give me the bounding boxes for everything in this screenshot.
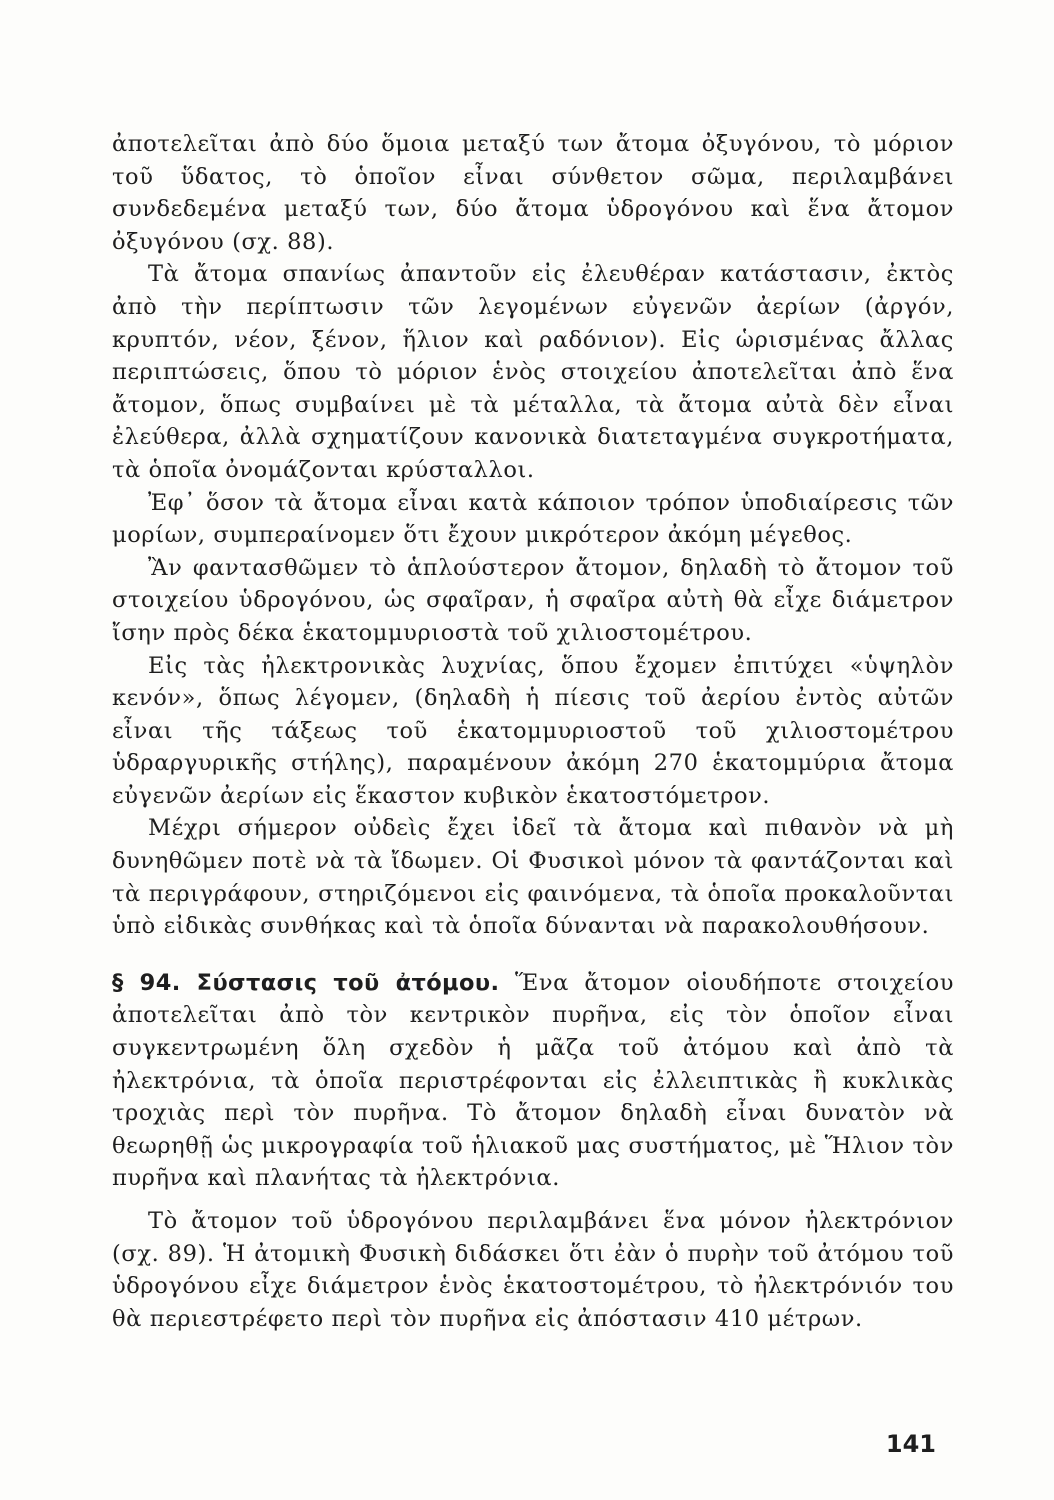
paragraph-hydrogen-sphere: Ἂν φαντασθῶμεν τὸ ἁπλούστερον ἄτομον, δηλαδὴ τὸ ἄτομον τοῦ στοιχείου ὑδρογόνου, ὡς σφαῖραν, ἡ σφαῖρα αὐτὴ θὰ εἶχε διάμετρον ἴσην πρὸς δέκα ἑκατομμυριοστὰ τοῦ χιλιοστομέτρου. [112, 554, 954, 646]
paragraph-rare-free-atoms: Τὰ ἄτομα σπανίως ἀπαντοῦν εἰς ἐλευθέραν κατάστασιν, ἐκτὸς ἀπὸ τὴν περίπτωσιν τῶν λεγομένων εὐγενῶν ἀερίων (ἀργόν, κρυπτόν, νέον, ξένον, ἥλιον καὶ ραδόνιον). Εἰς ὡρισμένας ἄλλας περιπτώσεις, ὅπου τὸ μόριον ἑνὸς στοιχείου ἀποτελεῖται ἀπὸ ἕνα ἄτομον, ὅπως συμβαίνει μὲ τὰ μέταλλα, τὰ ἄτομα αὐτὰ δὲν εἶναι ἐλεύθερα, ἀλλὰ σχηματίζουν κανονικὰ διατεταγμένα συγκροτήματα, τὰ ὁποῖα ὀνομάζονται κρύσταλλοι. [112, 261, 954, 483]
page-number: 141 [885, 1430, 936, 1458]
section-text: Ἕνα ἄτομον οἱουδήποτε στοιχείου ἀποτελεῖται ἀπὸ τὸν κεντρικὸν πυρῆνα, εἰς τὸν ὁποῖον εἶναι συγκεντρωμένη ὅλη σχεδὸν ἡ μᾶζα τοῦ ἀτόμου καὶ ἀπὸ τὰ ἠλεκτρόνια, τὰ ὁποῖα περιστρέφονται εἰς ἐλλειπτικὰς ἢ κυκλικὰς τροχιὰς περὶ τὸν πυρῆνα. Τὸ ἄτομον δηλαδὴ εἶναι δυνατὸν νὰ θεωρηθῇ ὡς μικρογραφία τοῦ ἡλιακοῦ μας συστήματος, μὲ Ἥλιον τὸν πυρῆνα καὶ πλανήτας τὰ ἠλεκτρόνια. [112, 969, 954, 1192]
section-94 [112, 967, 954, 1195]
page-body [112, 128, 954, 1335]
paragraph-hydrogen-electron: Τὸ ἄτομον τοῦ ὑδρογόνου περιλαμβάνει ἕνα μόνον ἠλεκτρόνιον (σχ. 89). Ἡ ἀτομικὴ Φυσικὴ διδάσκει ὅτι ἐὰν ὁ πυρὴν τοῦ ἀτόμου τοῦ ὑδρογόνου εἶχε διάμετρον ἑνὸς ἑκατοστομέτρου, τὸ ἠλεκτρόνιόν του θὰ περιεστρέφετο περὶ τὸν πυρῆνα εἰς ἀπόστασιν 410 μέτρων. [112, 1208, 954, 1332]
section-heading: § 94. Σύστασις τοῦ ἀτόμου. [112, 969, 500, 996]
paragraph-vacuum-tubes: Εἰς τὰς ἠλεκτρονικὰς λυχνίας, ὅπου ἔχομεν ἐπιτύχει «ὑψηλὸν κενόν», ὅπως λέγομεν, (δηλαδὴ ἡ πίεσις τοῦ ἀερίου ἐντὸς αὐτῶν εἶναι τῆς τάξεως τοῦ ἑκατομμυριοστοῦ τοῦ χιλιοστομέτρου ὑδραργυρικῆς στήλης), παραμένουν ἀκόμη 270 ἑκατομμύρια ἄτομα εὐγενῶν ἀερίων εἰς ἕκαστον κυβικὸν ἑκατοστόμετρον. [112, 652, 954, 809]
paragraph-continuation: ἀποτελεῖται ἀπὸ δύο ὅμοια μεταξύ των ἄτομα ὀξυγόνου, τὸ μόριον τοῦ ὕδατος, τὸ ὁποῖον εἶναι σύνθετον σῶμα, περιλαμβάνει συνδεδεμένα μεταξύ των, δύο ἄτομα ὑδρογόνου καὶ ἕνα ἄτομον ὀξυγόνου (σχ. 88). [112, 131, 954, 255]
paragraph-unseen-atoms: Μέχρι σήμερον οὐδεὶς ἔχει ἰδεῖ τὰ ἄτομα καὶ πιθανὸν νὰ μὴ δυνηθῶμεν ποτὲ νὰ τὰ ἴδωμεν. Οἱ Φυσικοὶ μόνον τὰ φαντάζονται καὶ τὰ περιγράφουν, στηριζόμενοι εἰς φαινόμενα, τὰ ὁποῖα προκαλοῦνται ὑπὸ εἰδικὰς συνθήκας καὶ τὰ ὁποῖα δύνανται νὰ παρακολουθήσουν. [112, 815, 954, 940]
paragraph-atom-size: Ἐφ᾽ ὅσον τὰ ἄτομα εἶναι κατὰ κάποιον τρόπον ὑποδιαίρεσις τῶν μορίων, συμπεραίνομεν ὅτι ἔχουν μικρότερον ἀκόμη μέγεθος. [112, 489, 954, 549]
